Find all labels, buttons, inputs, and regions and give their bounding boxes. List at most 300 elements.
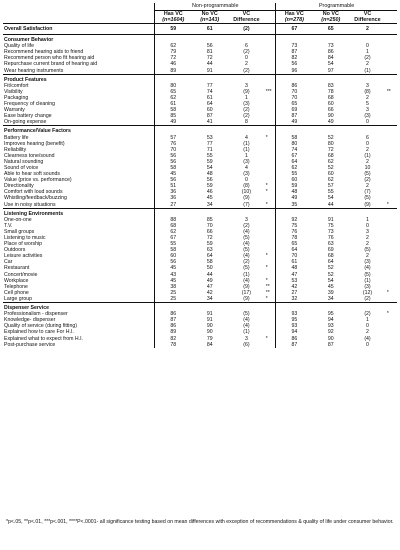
prog-no-vc-value: 94 [327, 317, 334, 324]
no-vc-value: 90 [206, 323, 213, 330]
prog-no-vc-value: 66 [327, 107, 334, 114]
section-header-cell [265, 126, 276, 135]
vc-difference: (5) [243, 265, 250, 272]
has-vc-value: 87 [155, 317, 192, 323]
row-label: Value (price vs. performance) [4, 177, 72, 184]
has-vc-value: 85 [155, 113, 192, 119]
has-vc-value: 60 [155, 253, 192, 259]
prog-vc-difference: 0 [366, 140, 369, 147]
row-label: Concert/movie [4, 271, 38, 278]
has-vc-value: 62 [155, 43, 192, 49]
row-label: Reliability [4, 146, 27, 153]
section-header [3, 74, 397, 83]
prog-has-vc-value: 65 [276, 101, 313, 107]
prog-has-vc-value: 49 [276, 195, 313, 201]
prog-vc-difference: 2 [349, 24, 386, 35]
no-vc-value: 49 [206, 277, 213, 284]
vc-difference: 4 [244, 134, 248, 141]
row-label: Large group [4, 295, 32, 302]
row-label: Quality of life [4, 43, 34, 50]
significance [265, 119, 276, 126]
prog-has-vc-value: 59 [276, 183, 313, 189]
has-vc-value: 56 [155, 259, 192, 265]
row-label: Whistling/feedback/buzzing [4, 195, 67, 202]
col-header-difference: Difference [233, 17, 260, 23]
has-vc-value: 86 [155, 323, 192, 329]
prog-no-vc-value: 76 [327, 235, 334, 241]
has-vc-value: 68 [155, 223, 192, 229]
no-vc-value: 71 [206, 146, 213, 153]
has-vc-value: 80 [155, 83, 192, 89]
row-label: Quality of service (during fitting) [4, 323, 77, 330]
prog-has-vc-value: 48 [276, 265, 313, 271]
col-n-has-vc: (n=1604) [155, 17, 192, 24]
prog-has-vc-value: 70 [276, 253, 313, 259]
vc-difference: (8) [243, 183, 250, 190]
prog-vc-difference: (4) [364, 265, 371, 272]
prog-no-vc-value: 52 [327, 265, 334, 272]
row-label: Recommend person who fit hearing aid [4, 55, 95, 62]
prog-no-vc-value: 62 [327, 158, 334, 165]
section-header-cell [312, 303, 349, 312]
prog-vc-difference: 2 [366, 329, 369, 336]
prog-has-vc-value: 64 [276, 247, 313, 253]
col-header-has-vc: Has VC [155, 11, 192, 18]
no-vc-value: 70 [206, 222, 213, 229]
vc-difference: (9) [243, 295, 250, 302]
no-vc-value: 60 [206, 107, 213, 114]
prog-vc-difference: (3) [364, 113, 371, 120]
no-vc-value: 34 [206, 201, 213, 208]
prog-no-vc-value: 62 [327, 177, 334, 184]
vc-difference: 1 [244, 152, 248, 159]
row-label: Small groups [4, 228, 35, 235]
prog-has-vc-value: 56 [276, 61, 313, 67]
overall-row [3, 24, 397, 35]
section-header-cell [349, 208, 386, 217]
prog-no-vc-value: 52 [327, 271, 334, 278]
no-vc-value: 63 [206, 247, 213, 254]
vc-difference: (2) [243, 67, 250, 74]
row-label: Recommend hearing aids to friend [4, 49, 84, 56]
has-vc-value: 46 [155, 61, 192, 67]
section-header-cell [155, 35, 192, 44]
prog-no-vc-value: 73 [327, 228, 334, 235]
prog-vc-difference: (5) [364, 271, 371, 278]
prog-vc-difference: 3 [366, 228, 369, 235]
prog-no-vc-value: 72 [327, 146, 334, 153]
prog-has-vc-value: 67 [276, 24, 313, 35]
prog-vc-difference: 1 [366, 49, 369, 56]
prog-has-vc-value: 70 [276, 89, 313, 95]
prog-no-vc-value: 78 [327, 88, 334, 95]
prog-vc-difference: (1) [364, 152, 371, 159]
vc-difference: (1) [243, 271, 250, 278]
vc-difference: (9) [243, 283, 250, 290]
prog-no-vc-value: 60 [327, 101, 334, 108]
row-label: Packaging [4, 94, 29, 101]
vc-difference: 0 [244, 177, 248, 184]
has-vc-value: 27 [155, 202, 192, 209]
prog-vc-difference: 0 [366, 323, 369, 330]
section-header-cell [228, 126, 265, 135]
vc-difference: (4) [243, 228, 250, 235]
no-vc-value: 85 [206, 216, 213, 223]
section-title: Consumer Behavior [3, 35, 155, 44]
prog-no-vc-value: 92 [327, 329, 334, 336]
row-label: Car [4, 259, 13, 266]
prog-no-vc-value: 44 [327, 201, 334, 208]
has-vc-value: 76 [155, 141, 192, 147]
vc-difference: (4) [243, 317, 250, 324]
row-label: Frequency of cleaning [4, 101, 56, 108]
table-row [3, 119, 397, 126]
vc-difference: (10) [241, 189, 252, 196]
no-vc-value: 53 [206, 134, 213, 141]
prog-vc-difference: (4) [364, 335, 371, 342]
section-header-cell [191, 74, 228, 83]
section-header-cell [155, 126, 192, 135]
section-header [3, 303, 397, 312]
has-vc-value: 36 [155, 189, 192, 195]
no-vc-value: 72 [206, 235, 213, 241]
row-label: Overall Satisfaction [3, 24, 155, 35]
no-vc-value: 47 [206, 283, 213, 290]
row-label: One-on-one [4, 216, 32, 223]
prog-has-vc-value: 93 [276, 311, 313, 317]
prog-significance [386, 24, 397, 35]
prog-has-vc-value: 65 [276, 241, 313, 247]
prog-no-vc-value: 57 [327, 183, 334, 190]
table-row [3, 342, 397, 348]
row-label: Listening to music [4, 235, 46, 241]
col-n-no-vc-prog: (n=250) [321, 17, 341, 23]
prog-has-vc-value: 58 [276, 135, 313, 141]
prog-significance [386, 68, 397, 75]
prog-no-vc-value: 60 [327, 171, 334, 178]
section-header-cell [386, 208, 397, 217]
no-vc-value: 59 [206, 241, 213, 248]
satisfaction-table-container [3, 3, 397, 348]
row-label: Clearness tone/sound [4, 152, 55, 159]
prog-vc-difference: (7) [364, 189, 371, 196]
no-vc-value: 74 [206, 88, 213, 95]
prog-has-vc-value: 49 [276, 119, 313, 126]
section-header-cell [265, 74, 276, 83]
row-label: Restaurant [4, 265, 30, 272]
significance: * [265, 295, 268, 302]
col-header-difference-prog: Difference [354, 17, 381, 23]
prog-vc-difference: 10 [364, 164, 371, 171]
section-header-cell [191, 35, 228, 44]
significance [265, 342, 276, 348]
vc-difference: 1 [244, 94, 248, 101]
significance: * [265, 134, 268, 141]
section-header-cell [349, 303, 386, 312]
section-header-cell [349, 35, 386, 44]
vc-difference: (4) [243, 253, 250, 260]
has-vc-value: 67 [155, 235, 192, 241]
prog-vc-difference: 5 [366, 101, 369, 108]
row-label: Directionality [4, 183, 34, 190]
prog-no-vc-value: 93 [327, 323, 334, 330]
vc-difference: 8 [244, 119, 248, 126]
section-header-cell [228, 74, 265, 83]
no-vc-value: 64 [206, 253, 213, 260]
row-label: Post-purchase service [4, 341, 56, 348]
prog-vc-difference: 2 [366, 183, 369, 190]
section-header-cell [191, 126, 228, 135]
prog-vc-difference: 3 [366, 107, 369, 114]
significance: * [265, 335, 268, 342]
section-header-cell [386, 74, 397, 83]
has-vc-value: 51 [155, 183, 192, 189]
vc-difference: (5) [243, 235, 250, 241]
col-n-no-vc: (n=143) [200, 17, 220, 23]
prog-has-vc-value: 32 [276, 296, 313, 303]
table-row [3, 202, 397, 209]
prog-has-vc-value: 96 [276, 68, 313, 75]
section-header-cell [155, 74, 192, 83]
col-header-no-vc-prog: No VC [322, 11, 339, 17]
prog-has-vc-value: 62 [276, 165, 313, 171]
vc-difference: (5) [243, 247, 250, 254]
row-label: Outdoors [4, 247, 26, 254]
row-label: Warranty [4, 107, 25, 114]
prog-significance: * [386, 289, 389, 296]
section-header-cell [312, 35, 349, 44]
prog-no-vc-value: 49 [327, 119, 334, 126]
has-vc-value: 86 [155, 311, 192, 317]
has-vc-value: 89 [155, 68, 192, 75]
prog-no-vc-value: 91 [327, 216, 334, 223]
footnote: *p<.05, **p<.01, ***p<.001, ****P<.0001- all significance testing based on mean differences with exception of recommendations & quality of life under consumer behavior. [6, 519, 394, 525]
vc-difference: (2) [243, 49, 250, 56]
has-vc-value: 79 [155, 49, 192, 55]
vc-difference: (6) [243, 341, 250, 348]
prog-vc-difference: (3) [364, 259, 371, 266]
no-vc-value: 64 [206, 101, 213, 108]
prog-vc-difference: (5) [364, 247, 371, 254]
has-vc-value: 78 [155, 342, 192, 348]
no-vc-value: 54 [206, 164, 213, 171]
prog-vc-difference: 2 [366, 146, 369, 153]
prog-no-vc-value: 39 [327, 289, 334, 296]
prog-no-vc-value: 65 [312, 24, 349, 35]
vc-difference: (3) [243, 158, 250, 165]
no-vc-value: 44 [206, 61, 213, 68]
row-label: Wear hearing instruments [4, 67, 64, 74]
section-title: Product Features [3, 74, 155, 83]
has-vc-value: 58 [155, 165, 192, 171]
vc-difference: 4 [244, 164, 248, 171]
prog-vc-difference: (5) [364, 171, 371, 178]
vc-difference: 3 [244, 335, 248, 342]
has-vc-value: 56 [155, 177, 192, 183]
prog-has-vc-value: 87 [276, 113, 313, 119]
vc-difference: (2) [243, 107, 250, 114]
prog-has-vc-value: 80 [276, 141, 313, 147]
vc-difference: (17) [241, 289, 252, 296]
row-label: Able to hear soft sounds [4, 171, 60, 178]
prog-no-vc-value: 55 [327, 189, 334, 196]
has-vc-value: 89 [155, 329, 192, 335]
prog-significance: * [386, 311, 389, 318]
has-vc-value: 61 [155, 101, 192, 107]
prog-vc-difference: (2) [364, 177, 371, 184]
row-label: Visibility [4, 88, 23, 95]
prog-no-vc-value: 90 [327, 335, 334, 342]
has-vc-value: 72 [155, 55, 192, 61]
no-vc-value: 91 [206, 67, 213, 74]
significance [265, 68, 276, 75]
no-vc-value: 66 [206, 228, 213, 235]
section-title: Listening Environments [3, 208, 155, 217]
prog-has-vc-value: 94 [276, 329, 313, 335]
has-vc-value: 45 [155, 171, 192, 177]
no-vc-value: 91 [206, 317, 213, 324]
vc-difference: (4) [243, 241, 250, 248]
row-label: Repurchase current brand of hearing aid [4, 61, 98, 68]
prog-vc-difference: (8) [364, 88, 371, 95]
significance: * [265, 189, 268, 196]
section-header-cell [265, 208, 276, 217]
prog-has-vc-value: 87 [276, 342, 313, 348]
vc-difference: (1) [243, 146, 250, 153]
significance: * [265, 277, 268, 284]
prog-no-vc-value: 73 [327, 43, 334, 50]
row-label: Explained how to care For H.I. [4, 329, 74, 336]
prog-no-vc-value: 95 [327, 311, 334, 318]
col-header-vc-prog: VC [363, 11, 372, 17]
no-vc-value: 56 [206, 177, 213, 184]
row-label: Natural sounding [4, 158, 44, 165]
vc-difference: 0 [244, 55, 248, 62]
has-vc-value: 57 [155, 135, 192, 141]
prog-no-vc-value: 86 [327, 49, 334, 56]
row-label: Ease battery change [4, 113, 52, 120]
prog-no-vc-value: 68 [327, 94, 334, 101]
prog-has-vc-value: 75 [276, 223, 313, 229]
prog-significance [386, 119, 397, 126]
prog-has-vc-value: 86 [276, 83, 313, 89]
prog-has-vc-value: 82 [276, 55, 313, 61]
vc-difference: (3) [243, 171, 250, 178]
prog-has-vc-value: 61 [276, 259, 313, 265]
section-header [3, 208, 397, 217]
vc-difference: (5) [243, 311, 250, 318]
table-row [3, 296, 397, 303]
row-label: Leisure activities [4, 253, 43, 260]
section-header-cell [276, 208, 313, 217]
has-vc-value: 36 [155, 195, 192, 201]
prog-no-vc-value: 54 [327, 61, 334, 68]
section-title: Dispenser Service [3, 303, 155, 312]
prog-vc-difference: 0 [366, 341, 369, 348]
no-vc-value: 91 [206, 311, 213, 318]
row-label: Cell phone [4, 289, 29, 296]
no-vc-value: 84 [206, 341, 213, 348]
section-header-cell [312, 208, 349, 217]
has-vc-value: 45 [155, 265, 192, 271]
section-header [3, 35, 397, 44]
section-title: Performance/Value Factors [3, 126, 155, 135]
prog-vc-difference: 3 [366, 82, 369, 89]
prog-vc-difference: (1) [364, 277, 371, 284]
prog-no-vc-value: 84 [327, 55, 334, 62]
vc-difference: (1) [243, 140, 250, 147]
prog-has-vc-value: 53 [276, 278, 313, 284]
significance [265, 24, 276, 35]
prog-vc-difference: 2 [366, 241, 369, 248]
vc-difference: (2) [243, 222, 250, 229]
prog-has-vc-value: 47 [276, 272, 313, 278]
significance: * [265, 265, 268, 272]
no-vc-value: 77 [206, 82, 213, 89]
prog-no-vc-value: 64 [327, 259, 334, 266]
prog-has-vc-value: 73 [276, 43, 313, 49]
prog-vc-difference: 0 [366, 119, 369, 126]
section-header-cell [191, 303, 228, 312]
prog-has-vc-value: 48 [276, 189, 313, 195]
no-vc-value: 55 [206, 152, 213, 159]
vc-difference: (9) [243, 88, 250, 95]
prog-vc-difference: 6 [366, 134, 369, 141]
no-vc-value: 45 [206, 195, 213, 202]
row-label: Improves hearing (benefit) [4, 140, 65, 147]
has-vc-value: 38 [155, 284, 192, 290]
section-header-cell [265, 35, 276, 44]
section-header-cell [312, 74, 349, 83]
prog-vc-difference: 1 [366, 216, 369, 223]
has-vc-value: 58 [155, 247, 192, 253]
prog-significance [386, 296, 397, 303]
significance: ** [265, 289, 270, 296]
table-body [3, 24, 397, 348]
has-vc-value: 25 [155, 290, 192, 296]
vc-difference: (4) [243, 277, 250, 284]
has-vc-value: 25 [155, 296, 192, 303]
section-header-cell [276, 74, 313, 83]
no-vc-value: 90 [206, 329, 213, 336]
prog-vc-difference: (12) [362, 289, 373, 296]
significance: ** [265, 283, 270, 290]
prog-vc-difference: 2 [366, 94, 369, 101]
prog-has-vc-value: 64 [276, 159, 313, 165]
prog-has-vc-value: 70 [276, 95, 313, 101]
section-header-cell [228, 208, 265, 217]
row-label: Use in noisy situations [4, 201, 56, 208]
section-header-cell [155, 303, 192, 312]
prog-no-vc-value: 34 [327, 295, 334, 302]
has-vc-value: 43 [155, 272, 192, 278]
has-vc-value: 55 [155, 241, 192, 247]
has-vc-value: 82 [155, 336, 192, 342]
prog-has-vc-value: 42 [276, 284, 313, 290]
prog-has-vc-value: 35 [276, 202, 313, 209]
prog-vc-difference: 1 [366, 317, 369, 324]
prog-vc-difference: 0 [366, 43, 369, 50]
prog-no-vc-value: 97 [327, 67, 334, 74]
no-vc-value: 42 [206, 289, 213, 296]
no-vc-value: 87 [206, 113, 213, 120]
section-header-cell [312, 126, 349, 135]
prog-has-vc-value: 67 [276, 153, 313, 159]
has-vc-value: 59 [155, 24, 192, 35]
prog-no-vc-value: 63 [327, 241, 334, 248]
no-vc-value: 41 [206, 119, 213, 126]
group-header-right: Programmable [276, 3, 397, 11]
